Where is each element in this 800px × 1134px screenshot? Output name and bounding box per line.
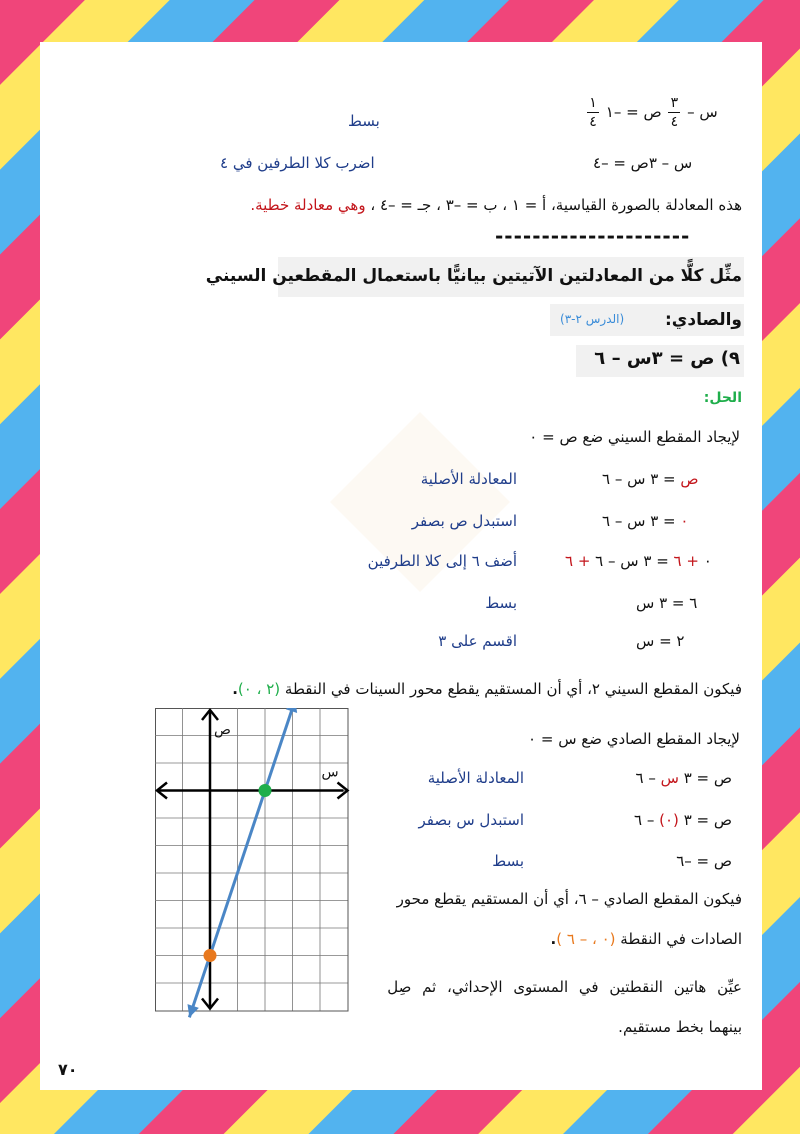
y-step-3: ص = –٦ (676, 852, 732, 870)
x-step-3-note: أضف ٦ إلى كلا الطرفين (367, 552, 517, 570)
x-step-5: ٢ = س (636, 632, 685, 650)
x-step-3: ٠ + ٦ = ٣ س – ٦ + ٦ (565, 552, 712, 570)
equation-2: س – ٣ص = –٤ (593, 154, 693, 172)
final-instruction-2: بينهما بخط مستقيم. (618, 1018, 742, 1036)
coordinate-graph (155, 708, 351, 1024)
watermark-logo (320, 402, 520, 602)
y-step-3-note: بسط (492, 852, 524, 870)
fraction-2: $\frac{٣}{٤}$ (668, 96, 680, 129)
x-axis-label: س (321, 764, 339, 781)
y-step-1-note: المعادلة الأصلية (427, 769, 524, 787)
eq1-note: بسط (348, 112, 380, 130)
x-step-1: ص = ٣ س – ٦ (602, 470, 699, 488)
x-step-2-note: استبدل ص بصفر (411, 512, 517, 530)
x-intercept-point (259, 784, 272, 797)
x-intercept-result: فيكون المقطع السيني ٢، أي أن المستقيم يقطع محور السينات في النقطة (٢ ، ٠). (232, 680, 742, 698)
x-step-1-note: المعادلة الأصلية (420, 470, 517, 488)
standard-form-line: هذه المعادلة بالصورة القياسية، أ = ١ ، ب = –٣ ، جـ = –٤ ، وهي معادلة خطية. (250, 196, 742, 214)
x-step-4-note: بسط (485, 594, 517, 612)
task-title-line2: والصادي: (664, 310, 742, 330)
line-y-3x-6 (189, 708, 295, 1017)
x-step-5-note: اقسم على ٣ (438, 632, 517, 650)
y-step-2-note: استبدل س بصفر (418, 811, 524, 829)
eq2-note: اضرب كلا الطرفين في ٤ (220, 154, 375, 172)
task-title-line1: مثِّل كلًّا من المعادلتين الآتيتين بيانيًّا باستعمال المقطعين السيني (205, 266, 742, 286)
lesson-reference: (الدرس ٢-٣) (560, 312, 625, 326)
page (40, 42, 762, 1090)
solution-label: الحل: (703, 390, 742, 406)
y-intercept-intro: لإيجاد المقطع الصادي ضع س = ٠ (528, 730, 740, 748)
dashed-separator: --------------------- (495, 224, 691, 248)
x-step-4: ٦ = ٣ س (636, 594, 698, 612)
y-step-2: ص = ٣ (٠) – ٦ (634, 811, 732, 829)
y-intercept-result-1: فيكون المقطع الصادي – ٦، أي أن المستقيم يقطع محور (396, 890, 742, 908)
y-intercept-result-2: الصادات في النقطة (٠ ، – ٦ ). (550, 930, 742, 948)
page-number: ٧٠ (58, 1060, 78, 1079)
equation-1: $\frac{١}{٤}$ س – $\frac{٣}{٤}$ ص = –١ (585, 96, 718, 129)
y-axis-label: ص (214, 722, 231, 738)
final-instruction-1: عيِّن هاتين النقطتين في المستوى الإحداثي، ثم صِل (387, 978, 742, 996)
graph-grid (155, 708, 348, 1011)
x-intercept-intro: لإيجاد المقطع السيني ضع ص = ٠ (529, 428, 740, 446)
y-step-1: ص = ٣ س – ٦ (635, 769, 732, 787)
graph-line (187, 708, 297, 1017)
x-step-2: ٠ = ٣ س – ٦ (602, 512, 689, 530)
problem-statement: ٩) ص = ٣س – ٦ (594, 348, 740, 369)
grid-border (156, 709, 349, 1012)
fraction-1: $\frac{١}{٤}$ (587, 96, 599, 129)
y-intercept-point (204, 949, 217, 962)
graph-axes (157, 710, 348, 1009)
